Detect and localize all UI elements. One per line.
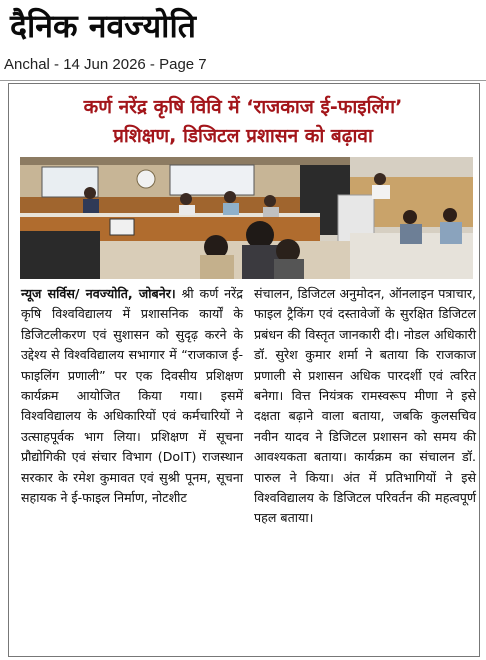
edition-dateline: Anchal - 14 Jun 2026 - Page 7 <box>4 56 207 73</box>
body-text-left: श्री कर्ण नरेंद्र कृषि विश्वविद्यालय में प्रशासनिक कार्यों के डिजिटलीकरण एवं सुशासन को सुदृढ़ करने के उद्देश्य से विश्वविद्यालय सभागार में “राजकाज ई-फाइलिंग प्रणाली” पर एक दिवसीय प्रशिक्षण कार्यक्रम आयोजित किया गया। इसमें विश्वविद्यालय के अधिकारियों एवं कर्मचारियों ने उत्साहपूर्वक भाग लिया। प्रशिक्षण में सूचना प्रौद्योगिकी एवं संचार विभाग (DoIT) राजस्थान सरकार के रमेश कुमावत एवं सुश्री पूनम, सूचना सहायक ने ई-फाइल निर्माण, नोटशीट <box>21 286 243 506</box>
header-divider <box>0 80 486 81</box>
headline-line-1: कर्ण नरेंद्र कृषि विवि में ‘राजकाज ई-फाइलिंग’ <box>83 96 403 118</box>
article-body <box>21 284 474 652</box>
article-byline: न्यूज सर्विस/ नवज्योति, जोबनेर। <box>21 286 176 301</box>
newspaper-masthead: दैनिक नवज्योति <box>10 7 196 45</box>
article-headline <box>0 93 486 151</box>
training-hall-photo <box>20 157 473 279</box>
headline-line-2: प्रशिक्षण, डिजिटल प्रशासन को बढ़ावा <box>113 125 373 147</box>
body-column-left <box>21 284 243 508</box>
body-text-right: संचालन, डिजिटल अनुमोदन, ऑनलाइन पत्राचार, फाइल ट्रैकिंग एवं दस्तावेजों के सुरक्षित डिजिटल प्रबंधन की विस्तृत जानकारी दी। नोडल अधिकारी डॉ. सुरेश कुमार शर्मा ने बताया कि राजकाज प्रणाली से प्रशासन अधिक पारदर्शी एवं त्वरित बनेगा। वित्त नियंत्रक रामस्वरूप मीणा ने इसे दक्षता बढ़ाने वाला बताया, जबकि कुलसचिव नवीन यादव ने डिजिटल प्रशासन को समय की आवश्यकता बताया। कार्यक्रम का संचालन डॉ. पारुल ने किया। अंत में प्रतिभागियों ने इसे विश्वविद्यालय के डिजिटल परिवर्तन की महत्वपूर्ण पहल बताया। <box>254 286 476 526</box>
article-photo <box>20 157 473 279</box>
body-column-right <box>254 284 476 529</box>
